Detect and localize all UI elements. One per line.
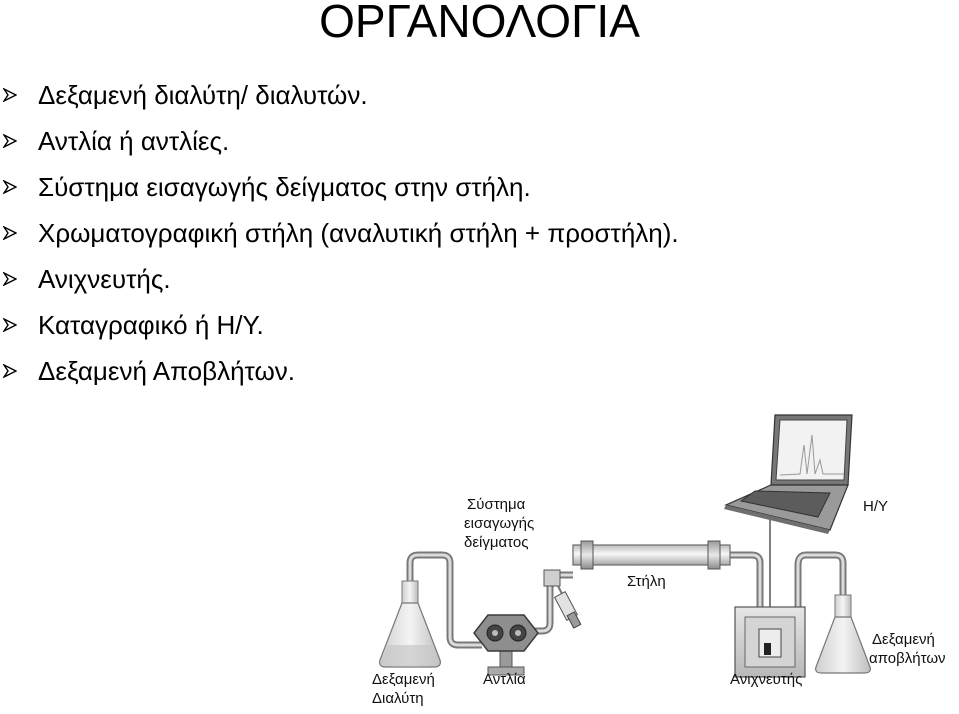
- arrow-bullet-icon: [3, 88, 17, 102]
- waste-label-1: Δεξαμενή: [872, 631, 935, 648]
- list-item: [0, 302, 679, 348]
- list-item: [0, 118, 679, 164]
- bullet-text: Αντλία ή αντλίες.: [38, 126, 230, 156]
- page-title: ΟΡΓΑΝΟΛΟΓΙΑ: [319, 0, 640, 47]
- arrow-bullet-icon: [3, 134, 17, 148]
- bullet-text: Σύστημα εισαγωγής δείγματος στην στήλη.: [38, 172, 531, 202]
- list-item: [0, 348, 679, 394]
- solvent-label-1: Δεξαμενή: [372, 671, 435, 688]
- injector-label-1: Σύστημα: [467, 496, 526, 513]
- waste-label-2: αποβλήτων: [869, 650, 946, 667]
- list-item: [0, 256, 679, 302]
- bullet-text: Χρωματογραφική στήλη (αναλυτική στήλη + προστήλη).: [38, 218, 679, 248]
- list-item: [0, 72, 679, 118]
- list-item: [0, 164, 679, 210]
- arrow-bullet-icon: [3, 226, 17, 240]
- bullet-list: [0, 72, 679, 394]
- pump-label: Αντλία: [483, 671, 526, 688]
- injector-label-3: δείγματος: [464, 534, 529, 551]
- pc-label: Η/Υ: [863, 498, 889, 515]
- bullet-text: Δεξαμενή διαλύτη/ διαλυτών.: [38, 80, 368, 110]
- column-label: Στήλη: [627, 573, 666, 590]
- arrow-bullet-icon: [3, 180, 17, 194]
- hplc-diagram: [360, 405, 959, 714]
- arrow-bullet-icon: [3, 272, 17, 286]
- solvent-label-2: Διαλύτη: [372, 690, 424, 707]
- arrow-bullet-icon: [3, 364, 17, 378]
- bullet-text: Καταγραφικό ή Η/Υ.: [38, 310, 264, 340]
- arrow-bullet-icon: [3, 318, 17, 332]
- detector-icon: [735, 607, 805, 677]
- bullet-text: Δεξαμενή Αποβλήτων.: [38, 356, 295, 386]
- list-item: [0, 210, 679, 256]
- bullet-text: Ανιχνευτής.: [38, 264, 171, 294]
- injector-label-2: εισαγωγής: [464, 515, 535, 532]
- detector-label: Ανιχνευτής: [730, 671, 803, 688]
- column-icon: [573, 541, 730, 569]
- hplc-diagram-svg: [360, 405, 959, 714]
